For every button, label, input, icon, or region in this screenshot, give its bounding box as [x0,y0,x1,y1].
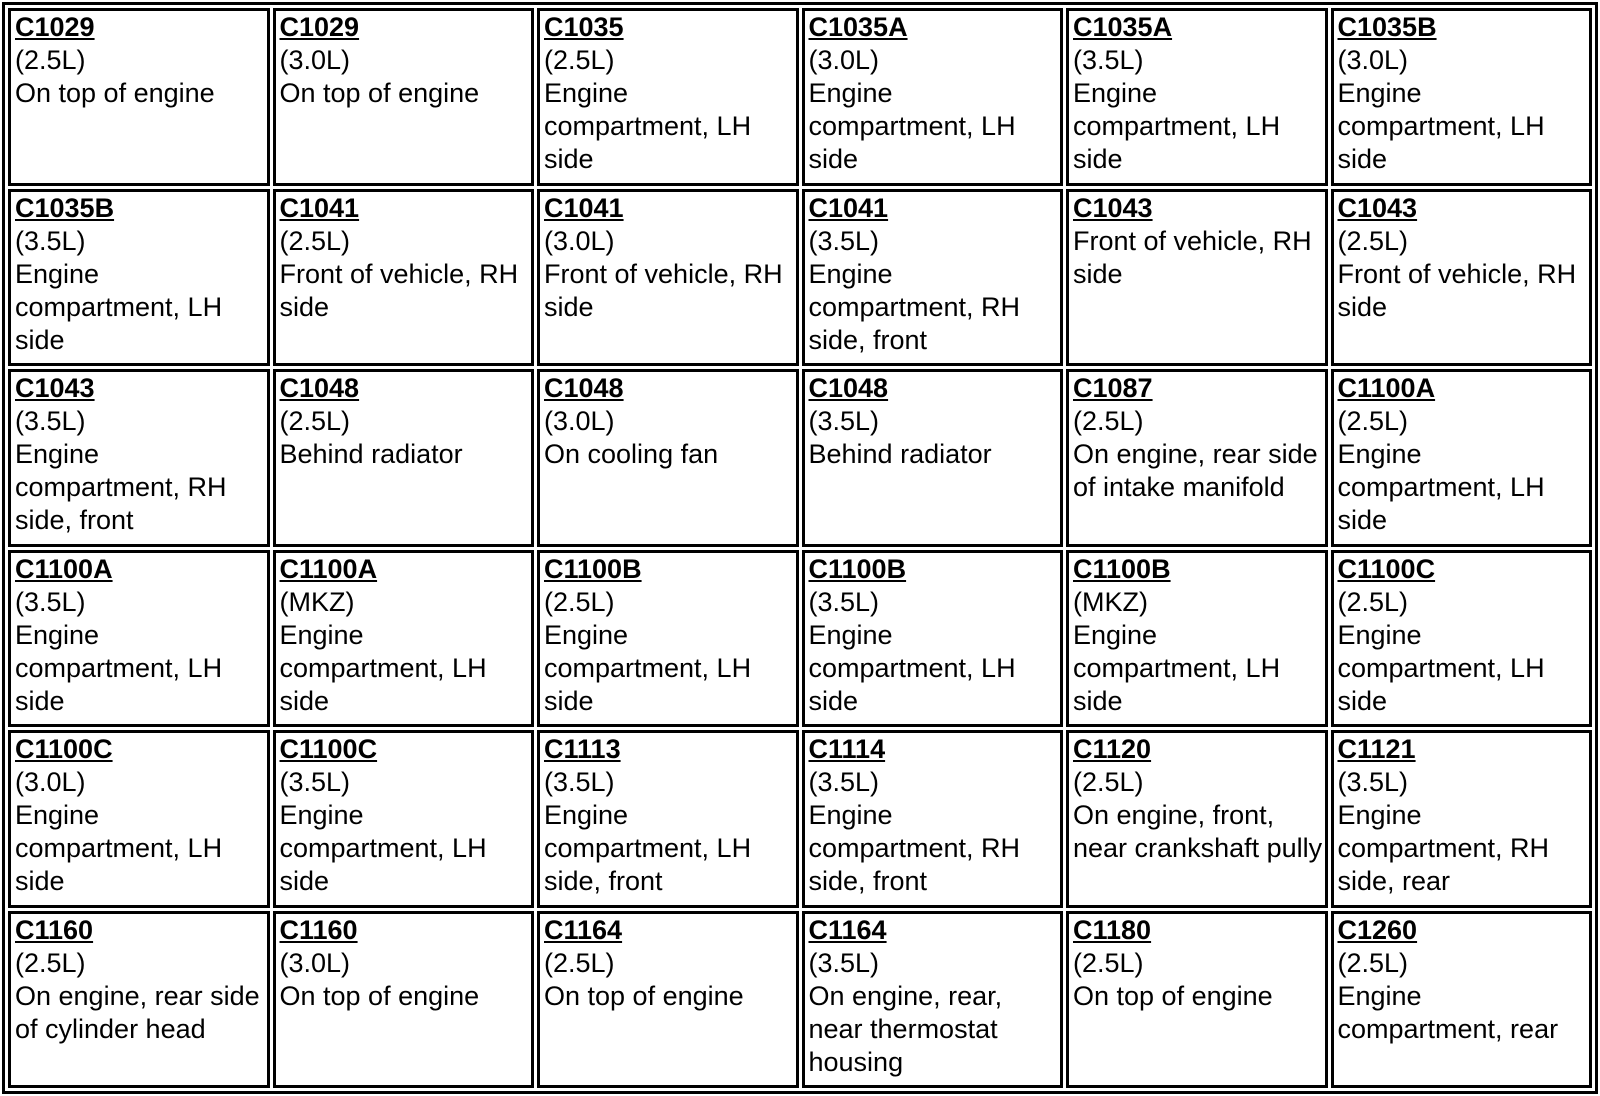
connector-code[interactable]: C1100C [1337,553,1436,584]
connector-location: Engine compartment, LH side [1337,619,1545,716]
connector-location: Front of vehicle, RH side [1073,225,1312,289]
engine-variant: (3.0L) [279,947,351,978]
connector-code[interactable]: C1035B [1337,12,1437,42]
connector-cell [537,730,799,908]
connector-code[interactable]: C1035A [808,12,908,42]
connector-code[interactable]: C1048 [544,373,624,403]
connector-cell [802,189,1064,367]
connector-code[interactable]: C1100C [279,734,378,764]
connector-location: Engine compartment, LH side [15,619,223,716]
connector-code[interactable]: C1100B [544,553,642,584]
engine-variant: (3.0L) [15,767,86,797]
engine-variant: (2.5L) [1337,586,1409,617]
connector-code[interactable]: C1260 [1337,914,1418,945]
engine-variant: (2.5L) [279,225,351,256]
connector-code[interactable]: C1100A [1337,373,1436,403]
connector-location: Front of vehicle, RH side [279,258,519,322]
connector-cell [537,189,799,367]
connector-location: Engine compartment, LH side [279,800,487,896]
connector-location: Engine compartment, LH side [808,619,1016,716]
connector-cell [1066,189,1328,367]
engine-variant: (3.5L) [15,406,86,436]
engine-variant: (3.0L) [544,406,615,436]
table-row [8,369,1592,547]
table-row [8,730,1592,908]
connector-location: Engine compartment, LH side [808,78,1016,174]
connector-cell [802,369,1064,547]
engine-variant: (2.5L) [1337,225,1409,256]
engine-variant: (MKZ) [1073,586,1148,617]
connector-location: On cooling fan [544,439,719,469]
table-row [8,911,1592,1089]
engine-variant: (2.5L) [279,406,351,436]
connector-code[interactable]: C1043 [1073,192,1153,223]
connector-code[interactable]: C1114 [808,734,886,764]
connector-code[interactable]: C1029 [279,12,360,42]
engine-variant: (2.5L) [1073,406,1144,436]
connector-location: Behind radiator [279,439,463,469]
connector-code[interactable]: C1113 [544,734,621,764]
connector-cell [802,911,1064,1089]
connector-cell [802,730,1064,908]
engine-variant: (2.5L) [1073,947,1144,978]
connector-cell [273,550,535,728]
engine-variant: (2.5L) [1337,947,1409,978]
connector-cell [537,550,799,728]
connector-code[interactable]: C1087 [1073,373,1153,403]
engine-variant: (2.5L) [544,45,615,75]
connector-location: Engine compartment, RH side, front [15,439,227,535]
engine-variant: (3.5L) [279,767,351,797]
connector-location: Front of vehicle, RH side [544,258,783,322]
connector-cell [1331,730,1593,908]
connector-cell [273,189,535,367]
connector-code[interactable]: C1120 [1073,734,1152,764]
engine-variant: (3.5L) [808,767,880,797]
connector-code[interactable]: C1100A [15,553,113,584]
engine-variant: (MKZ) [279,586,355,617]
connector-code[interactable]: C1029 [15,12,95,42]
connector-location: Engine compartment, LH side [544,619,752,716]
connector-location: On engine, rear side of cylinder head [15,980,260,1044]
connector-cell [802,8,1064,186]
connector-location: On top of engine [279,78,480,108]
connector-location: On engine, front, near crankshaft pully [1073,800,1323,863]
connector-code[interactable]: C1100C [15,734,113,764]
connector-location: On top of engine [1073,980,1273,1011]
connector-code[interactable]: C1160 [279,914,358,945]
engine-variant: (3.5L) [808,225,880,256]
connector-cell [1331,8,1593,186]
connector-cell [1331,369,1593,547]
engine-variant: (3.5L) [1337,767,1409,797]
connector-cell [273,730,535,908]
engine-variant: (3.5L) [544,767,615,797]
connector-cell [537,8,799,186]
connector-cell [273,911,535,1089]
connector-location: Engine compartment, LH side [1337,439,1545,535]
connector-cell [8,369,270,547]
connector-code[interactable]: C1121 [1337,734,1416,764]
engine-variant: (2.5L) [15,947,86,978]
connector-location: On engine, rear, near thermostat housing [808,980,1003,1077]
engine-variant: (2.5L) [544,586,615,617]
connector-location: Engine compartment, LH side [15,258,223,355]
connector-code[interactable]: C1100B [808,553,907,584]
connector-cell [8,189,270,367]
table-row [8,550,1592,728]
connector-cell [1066,369,1328,547]
connector-cell [1331,550,1593,728]
table-body [8,8,1592,1088]
engine-variant: (2.5L) [1073,767,1144,797]
connector-location: Engine compartment, RH side, front [808,800,1021,896]
engine-variant: (3.5L) [808,406,880,436]
connector-code[interactable]: C1035 [544,12,624,42]
connector-code[interactable]: C1164 [544,914,623,945]
connector-location: Engine compartment, LH side [1337,78,1545,174]
connector-location: On top of engine [279,980,480,1011]
connector-code[interactable]: C1160 [15,914,94,945]
connector-cell [1066,8,1328,186]
connector-location: On engine, rear side of intake manifold [1073,439,1318,502]
engine-variant: (3.0L) [544,225,615,256]
engine-variant: (3.0L) [1337,45,1409,75]
connector-code[interactable]: C1048 [808,373,889,403]
connector-location-table [2,2,1598,1094]
connector-cell [8,911,270,1089]
engine-variant: (3.0L) [808,45,880,75]
table-row [8,8,1592,186]
connector-cell [537,911,799,1089]
engine-variant: (3.5L) [1073,45,1144,75]
connector-location: Engine compartment, LH side [1073,78,1281,174]
connector-code[interactable]: C1035A [1073,12,1173,42]
table-row [8,189,1592,367]
connector-cell [8,730,270,908]
engine-variant: (2.5L) [544,947,615,978]
connector-location: Engine compartment, LH side [15,800,223,896]
connector-code[interactable]: C1100B [1073,553,1171,584]
engine-variant: (3.5L) [808,947,880,978]
connector-code[interactable]: C1180 [1073,914,1152,945]
connector-code[interactable]: C1041 [808,192,889,223]
connector-location: On top of engine [544,980,744,1011]
connector-code[interactable]: C1100A [279,553,378,584]
connector-code[interactable]: C1043 [1337,192,1418,223]
connector-location: Engine compartment, LH side, front [544,800,752,896]
engine-variant: (2.5L) [1337,406,1409,436]
connector-cell [802,550,1064,728]
engine-variant: (3.5L) [808,586,880,617]
connector-cell [273,8,535,186]
connector-location: Engine compartment, RH side, front [808,258,1021,355]
connector-code[interactable]: C1041 [279,192,360,223]
connector-code[interactable]: C1048 [279,373,360,403]
connector-location: Engine compartment, LH side [1073,619,1281,716]
connector-cell [1066,550,1328,728]
connector-location: Engine compartment, LH side [544,78,752,174]
connector-code[interactable]: C1164 [808,914,887,945]
connector-cell [1066,730,1328,908]
connector-location: Front of vehicle, RH side [1337,258,1577,322]
connector-location: Engine compartment, LH side [279,619,487,716]
connector-code[interactable]: C1043 [15,373,95,403]
connector-cell [537,369,799,547]
connector-cell [1331,911,1593,1089]
engine-variant: (3.5L) [15,225,86,256]
connector-cell [8,550,270,728]
connector-location: On top of engine [15,78,215,108]
engine-variant: (3.5L) [15,586,86,617]
engine-variant: (2.5L) [15,45,86,75]
connector-code[interactable]: C1041 [544,192,624,223]
connector-cell [273,369,535,547]
connector-cell [8,8,270,186]
connector-cell [1066,911,1328,1089]
connector-cell [1331,189,1593,367]
connector-location: Engine compartment, RH side, rear [1337,800,1550,896]
engine-variant: (3.0L) [279,45,351,75]
connector-location: Engine compartment, rear [1337,980,1559,1044]
connector-code[interactable]: C1035B [15,192,115,223]
connector-location: Behind radiator [808,439,992,469]
